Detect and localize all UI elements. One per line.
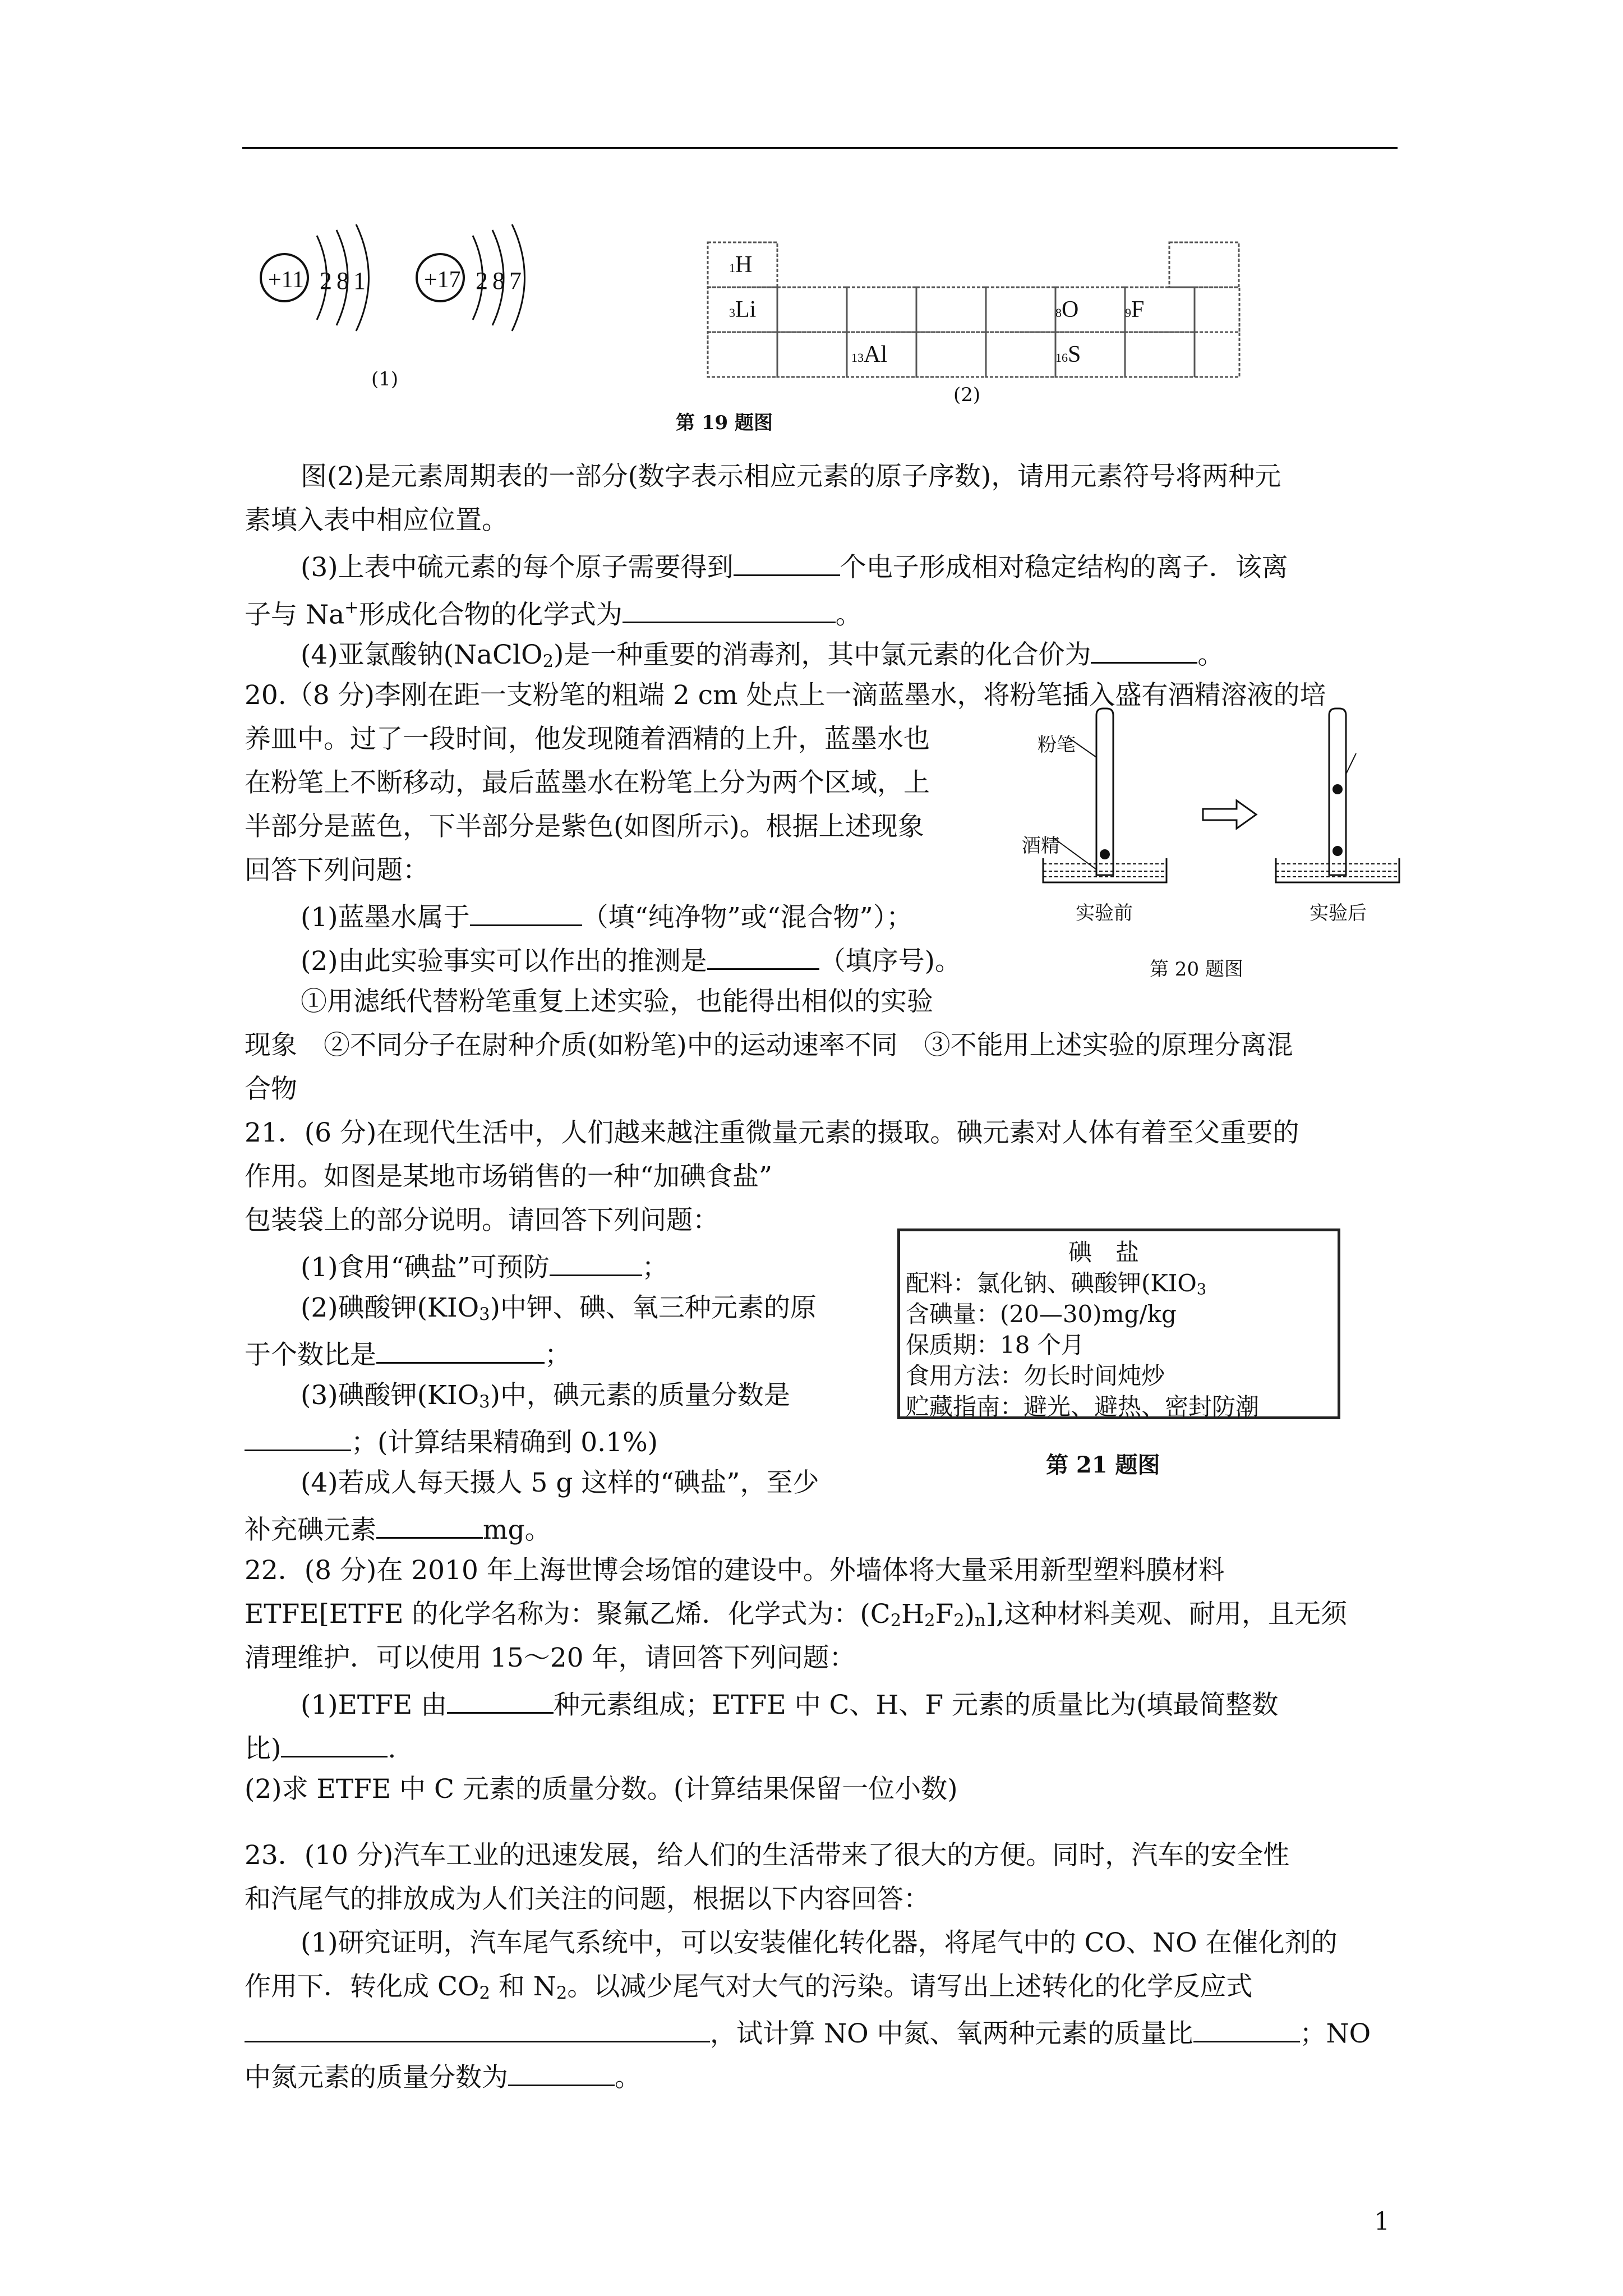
text-segment: 作用下．转化成 CO (245, 1971, 479, 2002)
salt-label-ingredients (906, 1265, 1206, 1299)
answer-blank[interactable] (470, 898, 582, 926)
text-segment: )中，碘元素的质量分数是 (490, 1380, 790, 1411)
subscript: 2 (556, 1984, 568, 2004)
q19-text-line: 图(2)是元素周期表的一部分(数字表示相应元素的原子序数)，请用元素符号将两种元 (301, 461, 1281, 492)
text-segment: 比) (245, 1733, 282, 1764)
text-segment: (1)ETFE 由 (301, 1690, 448, 1720)
q23-text-line: 23．(10 分)汽车工业的迅速发展，给人们的生活带来了很大的方便。同时，汽车的安全性 (245, 1840, 1290, 1871)
text-segment: F (935, 1599, 954, 1630)
q19-part4-line (301, 635, 1224, 679)
chalk-label: 粉笔 (1038, 734, 1076, 756)
salt-label-iodine-content: 含碘量：(20—30)mg/kg (906, 1300, 1177, 1328)
element-cell-o (1055, 296, 1078, 323)
text-segment: (1)蓝墨水属于 (301, 902, 470, 933)
element-cell-f (1125, 296, 1144, 323)
subscript: 2 (479, 1984, 490, 2004)
answer-blank[interactable] (245, 2014, 710, 2042)
fig21-caption: 第 21 题图 (1046, 1452, 1160, 1478)
answer-blank[interactable] (245, 1423, 351, 1451)
periodic-table-fragment (707, 241, 1251, 387)
alcohol-label: 酒精 (1022, 835, 1060, 857)
atomic-number: 9 (1125, 306, 1131, 320)
subscript: 2 (953, 1611, 965, 1631)
subscript: 3 (1196, 1281, 1207, 1299)
text-segment: 。以减少尾气对大气的污染。请写出上述转化的化学反应式 (567, 1971, 1253, 2002)
q21-part1-line (301, 1248, 668, 1285)
text-segment: ； (642, 1252, 668, 1283)
q22-text-line: 清理维护．可以使用 15～20 年，请回答下列问题： (245, 1642, 856, 1673)
q22-part1-line (245, 1729, 396, 1766)
text-segment: H (901, 1599, 925, 1630)
q21-text-line: 包装袋上的部分说明。请回答下列问题： (245, 1205, 719, 1236)
salt-label-shelf-life: 保质期：18 个月 (906, 1331, 1085, 1359)
answer-blank[interactable] (376, 1335, 545, 1364)
answer-blank[interactable] (623, 595, 836, 623)
header-rule (242, 147, 1398, 149)
text-segment: 。 (615, 2062, 641, 2093)
q21-text-line: 21．(6 分)在现代生活中，人们越来越注重微量元素的摄取。碘元素对人体有着至父重要的 (245, 1117, 1299, 1148)
text-segment: 子与 Na (245, 599, 345, 631)
atom2-shells: 287 (476, 267, 526, 295)
q20-option-line: 现象 ②不同分子在尉种介质(如粉笔)中的运动速率不同 ③不能用上述实验的原理分离混 (245, 1030, 1293, 1061)
text-segment: ，试计算 NO 中氮、氧两种元素的质量比 (710, 2018, 1193, 2049)
subscript: 2 (890, 1611, 902, 1631)
q21-part2-line (301, 1291, 817, 1332)
element-symbol: Al (864, 342, 887, 367)
q21-part4-line: (4)若成人每天摄人 5 g 这样的“碘盐”，至少 (301, 1467, 819, 1498)
salt-label-usage: 食用方法：勿长时间炖炒 (906, 1362, 1165, 1389)
answer-blank[interactable] (734, 547, 840, 576)
text-segment: (2)由此实验事实可以作出的推测是 (301, 946, 707, 977)
text-segment: 形成化合物的化学式为 (358, 599, 623, 631)
q19-part3-line (245, 591, 862, 632)
answer-blank[interactable] (1091, 635, 1197, 664)
q23-formula-line (245, 1970, 1252, 2010)
q23-part1-line (245, 2058, 641, 2095)
atomic-number: 16 (1055, 351, 1068, 365)
subscript: n (975, 1611, 986, 1631)
element-symbol: Li (735, 297, 757, 323)
atomic-number: 13 (851, 351, 864, 365)
q21-part3-line (301, 1379, 790, 1419)
q22-part1-line (301, 1685, 1278, 1722)
fig19-label-2: (2) (953, 384, 981, 406)
text-segment: 。 (835, 599, 862, 631)
q21-text-line: 作用。如图是某地市场销售的一种“加碘食盐” (245, 1161, 773, 1192)
q23-text-line: (1)研究证明，汽车尾气系统中，可以安装催化转化器，将尾气中的 CO、NO 在催化剂的 (301, 1927, 1338, 1958)
subscript: 3 (479, 1305, 490, 1325)
text-segment: 。 (1197, 639, 1224, 670)
q19-part3-line (301, 547, 1288, 585)
text-segment: （填序号)。 (819, 946, 961, 977)
before-label: 实验前 (1076, 902, 1133, 924)
element-symbol: H (735, 252, 753, 278)
q20-option-line: ①用滤纸代替粉笔重复上述实验，也能得出相似的实验 (301, 986, 933, 1017)
q20-option-line: 合物 (245, 1074, 297, 1105)
atom2-nucleus: +17 (424, 267, 461, 293)
atomic-number: 8 (1055, 306, 1062, 320)
text-segment: (4)亚氯酸钠(NaClO (301, 639, 543, 670)
q22-part2-line: (2)求 ETFE 中 C 元素的质量分数。(计算结果保留一位小数) (245, 1774, 958, 1805)
q20-text-line: 养皿中。过了一段时间，他发现随着酒精的上升，蓝墨水也 (245, 724, 930, 754)
text-segment: )是一种重要的消毒剂，其中氯元素的化合价为 (554, 639, 1091, 670)
q20-text-line: 半部分是蓝色，下半部分是紫色(如图所示)。根据上述现象 (245, 811, 924, 842)
text-segment: )中钾、碘、氧三种元素的原 (490, 1292, 817, 1323)
subscript: 2 (924, 1611, 935, 1631)
atom1-nucleus: +11 (268, 267, 305, 293)
text-segment: ；(计算结果精确到 0.1%) (351, 1427, 658, 1458)
text-segment: ； (545, 1340, 571, 1370)
q20-text-line: 20.（8 分)李刚在距一支粉笔的粗端 2 cm 处点上一滴蓝墨水，将粉笔插入盛有酒精溶液的培 (245, 680, 1326, 711)
q20-part2-line (301, 941, 961, 978)
q21-part2-line (245, 1335, 571, 1372)
text-segment: . (388, 1733, 396, 1764)
q23-text-line: 和汽尾气的排放成为人们关注的问题，根据以下内容回答： (245, 1884, 930, 1915)
page-number: 1 (1374, 2207, 1390, 2236)
text-segment: 于个数比是 (245, 1340, 376, 1370)
q23-part1-line (245, 2014, 1371, 2051)
text-segment: 中氮元素的质量分数为 (245, 2062, 508, 2093)
fig20-caption: 第 20 题图 (1150, 958, 1243, 981)
q20-text-line: 在粉笔上不断移动，最后蓝墨水在粉笔上分为两个区域，上 (245, 767, 930, 798)
text-segment: （填“纯净物”或“混合物”）； (582, 902, 913, 933)
answer-blank[interactable] (376, 1510, 483, 1539)
text-segment: 个电子形成相对稳定结构的离子．该离 (840, 552, 1288, 583)
text-segment: ) (964, 1599, 975, 1630)
text-segment: (3)碘酸钾(KIO (301, 1380, 479, 1411)
text-segment: ETFE[ETFE 的化学名称为：聚氟乙烯．化学式为：(C (245, 1599, 891, 1630)
element-cell-s (1055, 341, 1081, 368)
subscript: 3 (479, 1392, 490, 1412)
q21-part3-line (245, 1423, 658, 1460)
fig19-label-1: (1) (371, 368, 399, 390)
text-segment: mg。 (483, 1515, 551, 1545)
atomic-number: 1 (729, 261, 735, 275)
text-segment: ],这种材料美观、耐用，且无须 (985, 1599, 1347, 1630)
element-cell-li (729, 296, 756, 323)
fig19-caption: 第 19 题图 (676, 412, 773, 434)
atom1-shells: 281 (320, 267, 370, 295)
after-label: 实验后 (1310, 902, 1367, 924)
element-symbol: F (1131, 297, 1145, 323)
q22-text-line: 22．(8 分)在 2010 年上海世博会场馆的建设中。外墙体将大量采用新型塑料膜材料 (245, 1555, 1225, 1586)
q22-formula-line (245, 1598, 1347, 1638)
text-segment: 和 N (490, 1971, 556, 2002)
text-segment: ；NO (1299, 2018, 1371, 2049)
superscript: + (344, 598, 359, 618)
text-segment: 配料：氯化钠、碘酸钾(KIO (906, 1269, 1197, 1297)
answer-blank[interactable] (281, 1729, 388, 1757)
text-segment: 种元素组成；ETFE 中 C、H、F 元素的质量比为(填最简整数 (554, 1690, 1279, 1720)
element-symbol: O (1062, 297, 1079, 323)
answer-blank[interactable] (508, 2058, 615, 2086)
text-segment: (1)食用“碘盐”可预防 (301, 1252, 550, 1283)
element-cell-h (729, 251, 752, 278)
salt-label-storage: 贮藏指南：避光、避热、密封防潮 (906, 1393, 1260, 1420)
text-segment: 补充碘元素 (245, 1515, 376, 1545)
element-cell-al (851, 341, 887, 368)
subscript: 2 (542, 652, 554, 672)
q20-text-line: 回答下列问题： (245, 855, 429, 886)
text-segment: (2)碘酸钾(KIO (301, 1292, 479, 1323)
text-segment: (3)上表中硫元素的每个原子需要得到 (301, 552, 734, 583)
q21-part4-line (245, 1510, 551, 1547)
q19-text-line: 素填入表中相应位置。 (245, 505, 508, 536)
q20-part1-line (301, 898, 912, 935)
element-symbol: S (1068, 342, 1081, 367)
answer-blank[interactable] (550, 1248, 642, 1276)
atomic-number: 3 (729, 306, 735, 320)
answer-blank[interactable] (707, 941, 819, 970)
answer-blank[interactable] (447, 1685, 554, 1714)
answer-blank[interactable] (1193, 2014, 1300, 2042)
salt-label-title: 碘 盐 (1068, 1239, 1140, 1266)
